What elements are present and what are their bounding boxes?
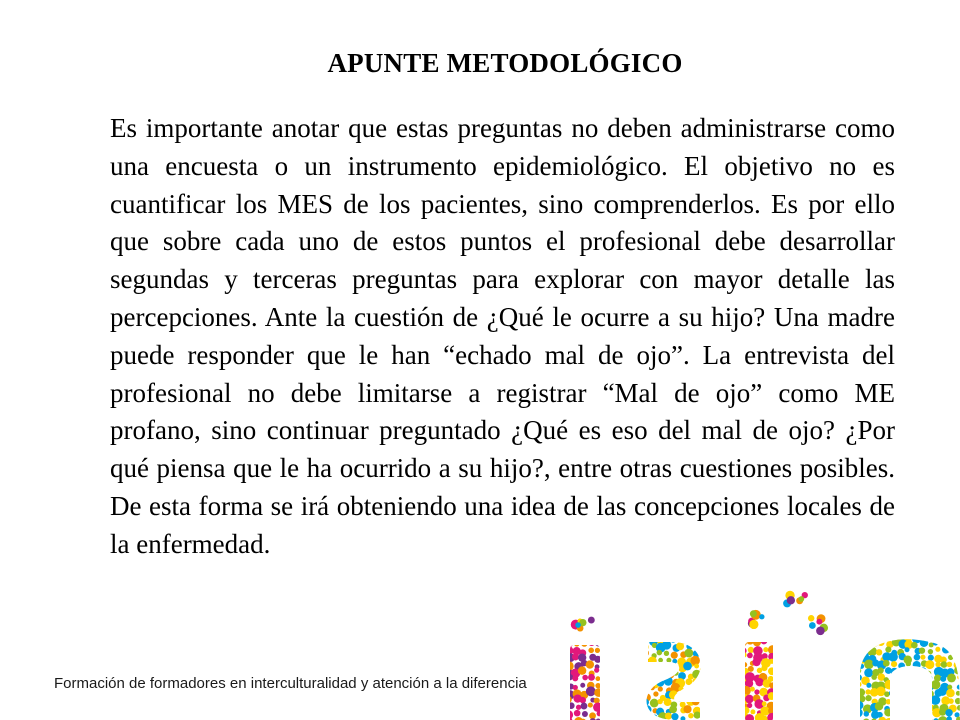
body-paragraph: Es importante anotar que estas preguntas no deben administrarse como una encuesta o un instrumento epidemiológico. El objetivo no es cuantificar los MES de los pacientes, sino comprenderlos. Es por ello que sobre cada uno de estos puntos el profesional debe desarrollar segundas y terceras preguntas para explorar con mayor detalle las percepciones. Ante la cuestión de ¿Qué le ocurre a su hijo? Una madre puede responder que le han “echado mal de ojo”. La entrevista del profesional no debe limitarse a registrar “Mal de ojo” como ME profano, sino continuar preguntado ¿Qué es eso del mal de ojo? ¿Por qué piensa que le ha ocurrido a su hijo?, entre otras cuestiones posibles. De esta forma se irá obteniendo una idea de las concepciones locales de la enfermedad. <box>110 113 895 559</box>
footer-caption: Formación de formadores en interculturalidad y atención a la diferencia <box>54 675 527 692</box>
page-title: APUNTE METODOLÓGICO <box>327 48 683 78</box>
dotted-letters-logo-icon <box>560 580 960 720</box>
